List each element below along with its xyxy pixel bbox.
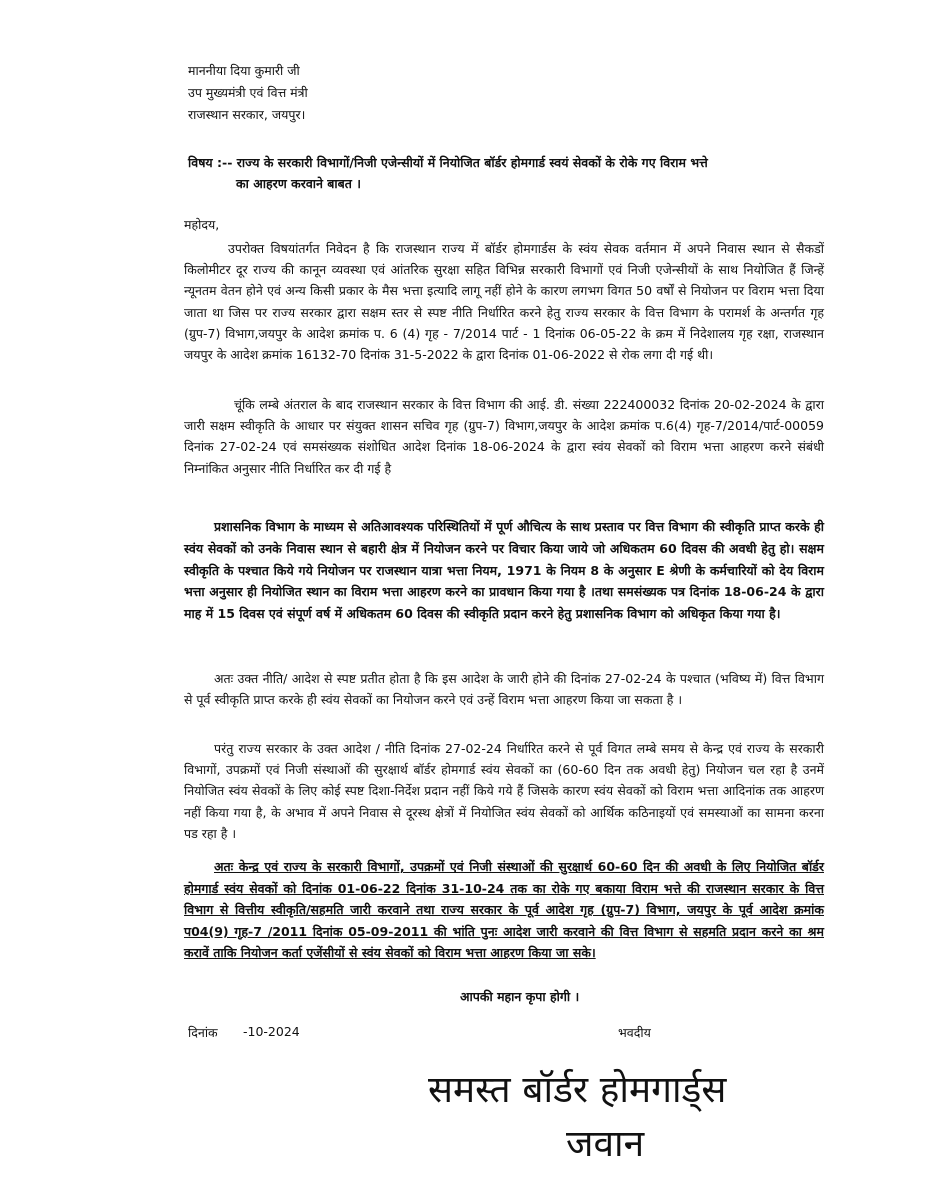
signature-line: समस्त बॉर्डर होमगार्ड्स xyxy=(428,1068,727,1111)
paragraph-request: अतः केन्द्र एवं राज्य के सरकारी विभागों, उपक्रमों एवं निजी संस्थाओं की सुरक्षार्थ 60-60 दिन की अवधी के लिए नियोजित बॉर्डर होमगार्ड स्वंय सेवकों को दिनांक 01-06-22 दिनांक 31-10-24 तक का रोके गए बकाया विराम भत्ते की राजस्थान सरकार के वित्त विभाग से वित्तीय स्वीकृति/सहमति जारी करवाने तथा राज्य सरकार के पूर्व आदेश गृह (ग्रुप-7) विभाग, जयपुर के पूर्व आदेश क्रमांक प04(9) गृह-7 /2011 दिनांक 05-09-2011 की भांति पुनः आदेश जारी करवाने की वित्त विभाग से सहमति प्रदान करने का श्रम करावें ताकि नियोजन कर्ता एजेंसीयों से स्वंय सेवकों को विराम भत्ता आहरण किया जा सके। xyxy=(184,859,824,961)
signature-line-continued: जवान xyxy=(566,1122,645,1165)
date-value: -10-2024 xyxy=(243,1024,300,1039)
addressee-name: माननीया दिया कुमारी जी xyxy=(188,63,300,78)
closing-line: आपकी महान कृपा होगी । xyxy=(460,989,580,1004)
addressee-office: राजस्थान सरकार, जयपुर। xyxy=(188,107,306,122)
paragraph-policy: चूंकि लम्बे अंतराल के बाद राजस्थान सरकार के वित्त विभाग की आई. डी. संख्या 222400032 दिनांक 20-02-2024 के द्वारा जारी सक्षम स्वीकृति के आधार पर संयुक्त शासन सचिव गृह (ग्रुप-7) विभाग,जयपुर के आदेश क्रमांक प.6(4) गृह-7/2014/पार्ट-00059 दिनांक 27-02-24 एवं समसंख्यक संशोधित आदेश दिनांक 18-06-2024 के द्वारा स्वंय सेवकों को विराम भत्ता आहरण करने संबंधी निम्नांकित अनुसार नीति निर्धारित कर दी गई है xyxy=(184,397,824,476)
paragraph-inference: अतः उक्त नीति/ आदेश से स्पष्ट प्रतीत होता है कि इस आदेश के जारी होने की दिनांक 27-02-24 के पश्चात (भविष्य में) वित्त विभाग से पूर्व स्वीकृति प्राप्त करके ही स्वंय सेवकों का नियोजन करने एवं उन्हें विराम भत्ता आहरण किया जा सकता है । xyxy=(184,671,824,708)
addressee-designation: उप मुख्यमंत्री एवं वित्त मंत्री xyxy=(188,85,308,100)
salutation: महोदय, xyxy=(184,217,220,232)
yours-faithfully: भवदीय xyxy=(618,1025,651,1040)
paragraph-policy-excerpt: प्रशासनिक विभाग के माध्यम से अतिआवश्यक परिस्थितियों में पूर्ण औचित्य के साथ प्रस्ताव पर वित्त विभाग की स्वीकृति प्राप्त करके ही स्वंय सेवकों को उनके निवास स्थान से बहारी क्षेत्र में नियोजन करने पर विचार किया जाये जो अधिकतम 60 दिवस की अवधी हेतु हो। सक्षम स्वीकृति के पश्चात किये गये नियोजन पर राजस्थान यात्रा भत्ता नियम, 1971 के नियम 8 के अनुसार E श्रेणी के कर्मचारियों को देय विराम भत्ता अनुसार ही नियोजित स्थान का विराम भत्ता आहरण करने का प्रावधान किया गया है ।तथा समसंख्यक पत्र दिनांक 18-06-24 के द्वारा माह में 15 दिवस एवं संपूर्ण वर्ष में अधिकतम 60 दिवस की स्वीकृति प्रदान करने हेतु प्रशासनिक विभाग को अधिकृत किया गया है। xyxy=(184,519,824,622)
paragraph-background: उपरोक्त विषयांतर्गत निवेदन है कि राजस्थान राज्य में बॉर्डर होमगार्डस के स्वंय सेवक वर्तमान में अपने निवास स्थान से सैकडों किलोमीटर दूर राज्य की कानून व्यवस्था एवं आंतरिक सुरक्षा सहित विभिन्न सरकारी विभागों एवं निजी एजेन्सीयों के साथ नियोजित हैं जिन्हें न्यूनतम वेतन होने एवं अन्य किसी प्रकार के मैस भत्ता इत्यादि लागू नहीं होने के कारण लगभग विगत 50 वर्षों से नियोजन पर विराम भत्ता दिया जाता था जिस पर राज्य सरकार द्वारा सक्षम स्तर से स्पष्ट नीति निर्धारित करने हेतु राज्य सरकार के वित्त विभाग के परामर्श के अन्तर्गत गृह (ग्रुप-7) विभाग,जयपुर के आदेश क्रमांक प. 6 (4) गृह - 7/2014 पार्ट - 1 दिनांक 06-05-22 के क्रम में निदेशालय गृह रक्षा, राजस्थान जयपुर के आदेश क्रमांक 16132-70 दिनांक 31-5-2022 के द्वारा दिनांक 01-06-2022 से रोक लगा दी गई थी। xyxy=(184,241,824,363)
paragraph-problem: परंतु राज्य सरकार के उक्त आदेश / नीति दिनांक 27-02-24 निर्धारित करने से पूर्व विगत लम्बे समय से केन्द्र एवं राज्य के सरकारी विभागों, उपक्रमों एवं निजी संस्थाओं की सुरक्षार्थ बॉर्डर होमगार्ड स्वंय सेवकों का (60-60 दिन तक अवधी हेतु) नियोजन चल रहा है उनमें नियोजित स्वंय सेवकों के लिए कोई स्पष्ट दिशा-निर्देश प्रदान नहीं किये गये हैं जिसके कारण स्वंय सेवकों को विराम भत्ता आदिनांक तक आहरण नहीं किया गया है, के अभाव में अपने निवास से दूरस्थ क्षेत्रों में नियोजित स्वंय सेवकों को आर्थिक कठिनाइयों एवं समस्याओं का सामना करना पड रहा है । xyxy=(184,741,824,841)
subject-line-continued: का आहरण करवाने बाबत । xyxy=(236,176,362,191)
date-label: दिनांक xyxy=(188,1025,218,1040)
addressee-block xyxy=(188,60,308,126)
subject-line: विषय :-- राज्य के सरकारी विभागों/निजी एजेन्सीयों में नियोजित बॉर्डर होमगार्ड स्वयं सेवकों के रोके गए विराम भत्ते xyxy=(188,155,708,170)
subject-block xyxy=(188,152,828,194)
